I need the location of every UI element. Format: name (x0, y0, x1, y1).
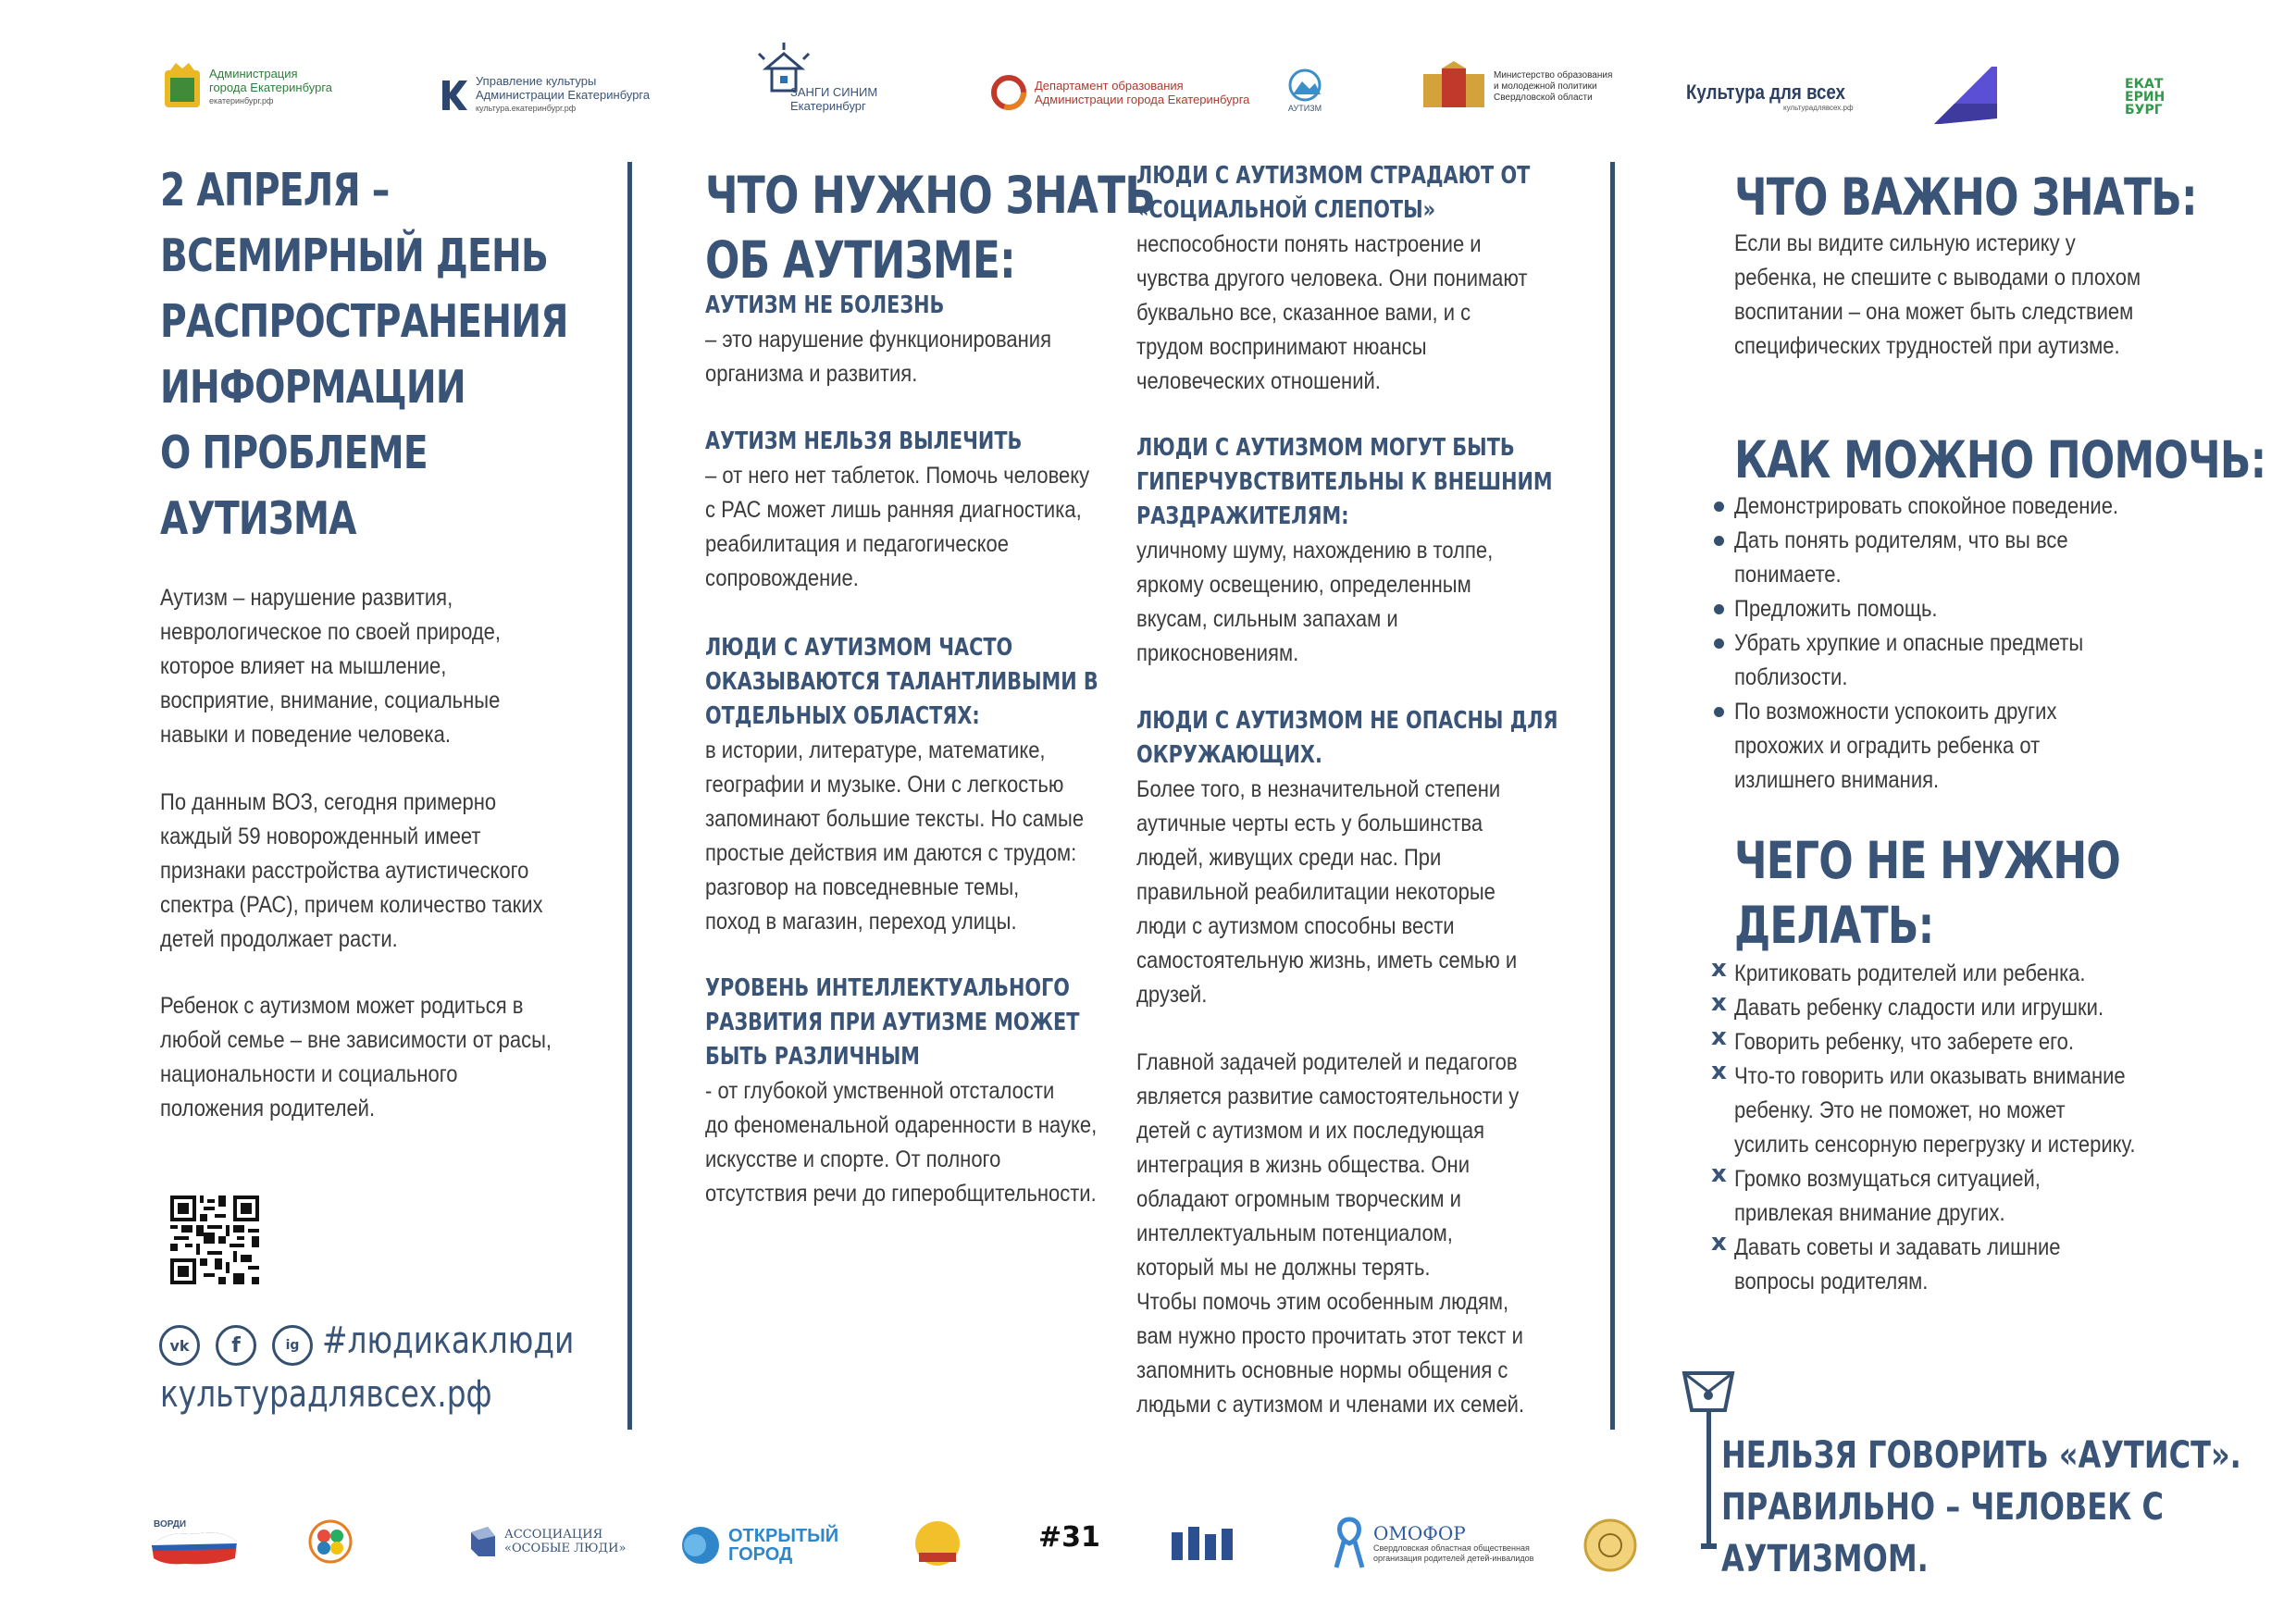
intro-paragraph-2: По данным ВОЗ, сегодня примерно каждый 59 новорожденный имеет признаки расстройства аутистического спектра (РАС), причем количество таких детей продолжает расти. (160, 789, 543, 952)
flower-icon (298, 1514, 363, 1569)
list-item: x Давать ребенку сладости или игрушки. (1711, 989, 2104, 1021)
k-letter-icon (441, 79, 468, 112)
logo-ekb-admin: Администрация города Екатеринбурга екатеринбург.рф (163, 61, 332, 113)
fact-not-disease: АУТИЗМ НЕ БОЛЕЗНЬ – это нарушение функционирования организма и развития. (705, 291, 1051, 387)
section-title-dont: ЧЕГО НЕ НУЖНО ДЕЛАТЬ: (1734, 831, 2121, 955)
website-link[interactable]: культурадлявсех.рф (160, 1373, 492, 1416)
logo-ministry: Министерство образования и молодежной политики Свердловской области (1421, 61, 1612, 113)
list-item: x Что-то говорить или оказывать внимание ребенку. Это не поможет, но может усилить сенсорную перегрузку и истерику. (1711, 1058, 2136, 1158)
fact-hypersensitive: ЛЮДИ С АУТИЗМОМ МОГУТ БЫТЬ ГИПЕРЧУВСТВИТЕЛЬНЫ К ВНЕШНИМ РАЗДРАЖИТЕЛЯМ: уличному шуму, нахождению в толпе, яркому освещению, определенным вкусам, сильным запахам и прикосновениям. (1136, 434, 1553, 666)
list-item: По возможности успокоить других прохожих и оградить ребенка от излишнего внимания. (1734, 695, 2171, 798)
cross-icon: x (1711, 1229, 1727, 1257)
logo-zangi-text: ЗАНГИ СИНИМ Екатеринбург (790, 85, 878, 113)
national-projects-icon (1927, 65, 2001, 126)
facebook-icon[interactable]: f (216, 1325, 256, 1366)
logo-culture-for-all: Культура для всех культурадлявсех.рф (1686, 81, 1854, 112)
round-logo-icon (1582, 1518, 1638, 1573)
main-task-paragraph: Главной задачей родителей и педагогов является развитие самостоятельности у детей с аутизмом и их последующая интеграция в жизнь общества. Они обладают огромным творческим и интеллектуальным потенциалом, который мы не должны терять. Чтобы помочь этим особенным людям, вам нужно просто прочитать этот текст и запомнить основные нормы общения с людьми с аутизмом и членами их семей. (1136, 1049, 1525, 1418)
logo-31: #31 (1038, 1521, 1100, 1554)
section-title-what-to-know: ЧТО НУЖНО ЗНАТЬ ОБ АУТИЗМЕ: (705, 166, 1156, 290)
logo-omofor: ОМОФОР Свердловская областная общественная организация родителей детей-инвалидов (1333, 1516, 1533, 1571)
list-item: Предложить помощь. (1734, 592, 2171, 626)
cube-icon (467, 1523, 499, 1560)
house-logo-icon (1166, 1523, 1240, 1567)
intro-paragraph-3: Ребенок с аутизмом может родиться в любой семье – вне зависимости от расы, национальности и социального положения родителей. (160, 993, 552, 1121)
cross-icon: x (1711, 955, 1727, 983)
cross-icon: x (1711, 989, 1727, 1017)
fact-intellect-level: УРОВЕНЬ ИНТЕЛЛЕКТУАЛЬНОГО РАЗВИТИЯ ПРИ АУТИЗМЕ МОЖЕТ БЫТЬ РАЗЛИЧНЫМ - от глубокой умственной отсталости до феноменальной одаренности в науке, искусстве и спорте. От полного отсутствия речи до гиперобщительности. (705, 974, 1098, 1207)
logo-national-projects (1927, 65, 2001, 130)
logo-ekaterinburg: ЕКАТ ЕРИН БУРГ (2125, 77, 2166, 118)
list-item: Убрать хрупкие и опасные предметы поблизости. (1734, 626, 2171, 695)
logo-education-dept: Департамент образования Администрации города Екатеринбурга (990, 74, 1249, 111)
dont-list (1711, 955, 2191, 1299)
intro-paragraph-1: Аутизм – нарушение развития, неврологическое по своей природе, которое влияет на мышление, восприятие, внимание, социальные навыки и поведение человека. (160, 585, 502, 748)
logo-sverdlovsk-region (298, 1514, 363, 1574)
logo-open-city: ОТКРЫТЫЙ ГОРОД (680, 1525, 838, 1566)
qr-code[interactable] (170, 1196, 259, 1284)
cross-icon: x (1711, 1058, 1727, 1085)
ribbon-icon (1333, 1516, 1366, 1571)
fact-not-dangerous: ЛЮДИ С АУТИЗМОМ НЕ ОПАСНЫ ДЛЯ ОКРУЖАЮЩИХ. Более того, в незначительной степени аутичные черты есть у большинства людей, живущих среди нас. При правильной реабилитации некоторые люди с аутизмом способны вести самостоятельную жизнь, иметь семью и друзей. (1136, 707, 1558, 1008)
hashtag[interactable]: #людикаклюди (322, 1319, 575, 1362)
fact-talented: ЛЮДИ С АУТИЗМОМ ЧАСТО ОКАЗЫВАЮТСЯ ТАЛАНТЛИВЫМИ В ОТДЕЛЬНЫХ ОБЛАСТЯХ: в истории, литературе, математике, географии и музыке. Они с легкостью запоминают большие тексты. Но самые простые действия им даются с трудом: разговор на повседневные темы, поход в магазин, переход улицы. (705, 634, 1098, 935)
fact-cannot-cure: АУТИЗМ НЕЛЬЗЯ ВЫЛЕЧИТЬ – от него нет таблеток. Помочь человеку с РАС может лишь ранняя диагностика, реабилитация и педагогическое сопровождение. (705, 427, 1090, 591)
cross-icon: x (1711, 1160, 1727, 1188)
ring-icon (990, 74, 1027, 111)
list-item: x Громко возмущаться ситуацией, привлекая внимание других. (1711, 1160, 2041, 1226)
help-list (1734, 489, 2171, 798)
section-title-how-to-help: КАК МОЖНО ПОМОЧЬ: (1734, 430, 2266, 489)
sun-logo-icon (912, 1518, 963, 1569)
mountain-icon (1282, 68, 1328, 102)
important-text: Если вы видите сильную истерику у ребенка, не спешите с выводами о плохом воспитании – она может быть следствием специфических трудностей при аутизме. (1734, 230, 2141, 359)
footer-note: НЕЛЬЗЯ ГОВОРИТЬ «АУТИСТ». ПРАВИЛЬНО – ЧЕЛОВЕК С АУТИЗМОМ. (1721, 1434, 2241, 1580)
list-item: Демонстрировать спокойное поведение. (1734, 489, 2171, 524)
list-item: Дать понять родителям, что вы все понимаете. (1734, 524, 2171, 592)
list-item: x Говорить ребенку, что заберете его. (1711, 1023, 2074, 1055)
list-item: x Давать советы и задавать лишние вопросы родителям. (1711, 1229, 2061, 1295)
logo-vordi: ВОРДИ (148, 1518, 241, 1578)
instagram-icon[interactable]: ig (272, 1325, 313, 1366)
list-item: x Критиковать родителей или ребенка. (1711, 955, 2086, 986)
cross-icon: x (1711, 1023, 1727, 1051)
open-city-icon (680, 1525, 721, 1566)
main-title: 2 АПРЕЛЯ – ВСЕМИРНЫЙ ДЕНЬ РАСПРОСТРАНЕНИЯ ИНФОРМАЦИИ О ПРОБЛЕМЕ АУТИЗМА (160, 164, 568, 545)
fact-social-blindness: ЛЮДИ С АУТИЗМОМ СТРАДАЮТ ОТ «СОЦИАЛЬНОЙ СЛЕПОТЫ» неспособности понять настроение и чувства другого человека. Они понимают буквально все, сказанное вами, и с трудом воспринимают нюансы человеческих отношений. (1136, 162, 1531, 394)
logo-autism: АУТИЗМ (1282, 68, 1328, 116)
logo-culture-dept: Управление культуры Администрации Екатеринбурга культура.екатеринбург.рф (441, 74, 650, 116)
coat-of-arms-icon (163, 61, 202, 113)
regional-arms-icon (1421, 61, 1486, 113)
logo-association: АССОЦИАЦИЯ «ОСОБЫЕ ЛЮДИ» (467, 1523, 626, 1560)
vk-icon[interactable]: vk (159, 1325, 200, 1366)
section-title-important: ЧТО ВАЖНО ЗНАТЬ: (1734, 167, 2197, 227)
